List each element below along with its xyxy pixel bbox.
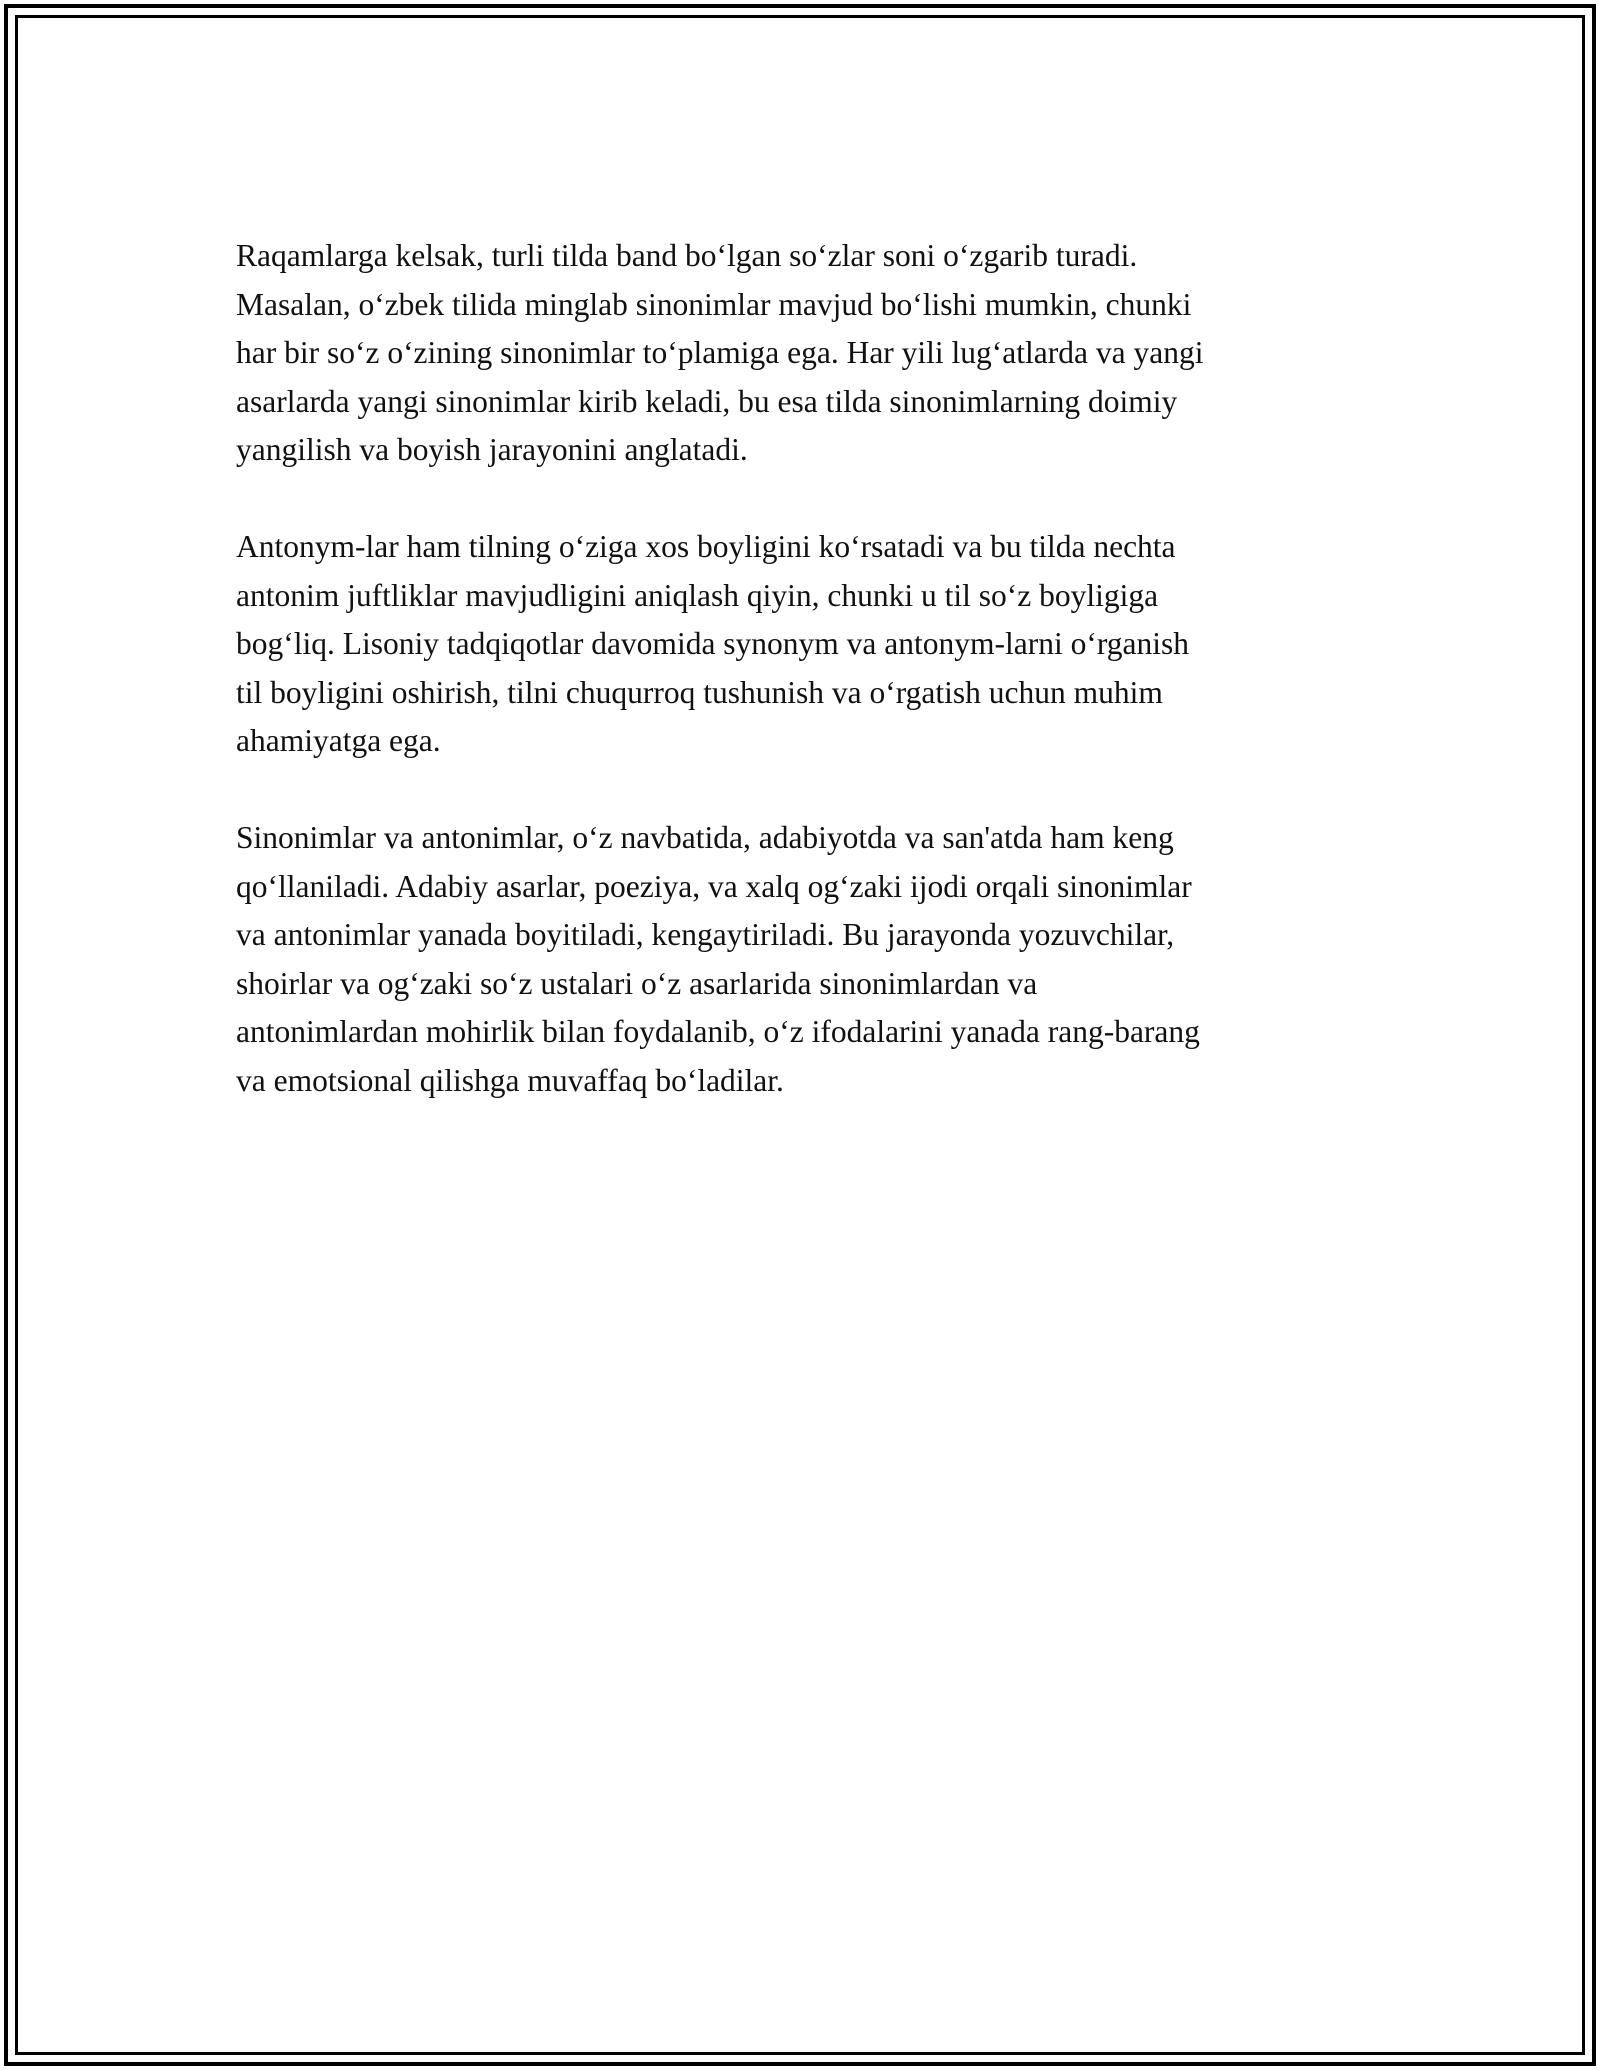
paragraph-3	[236, 814, 1376, 1105]
text-line: antonimlardan mohirlik bilan foydalanib, oʻz ifodalarini yanada rang-barang	[236, 1014, 1200, 1049]
text-line: qoʻllaniladi. Adabiy asarlar, poeziya, va xalq ogʻzaki ijodi orqali sinonimlar	[236, 868, 1192, 904]
text-line: asarlarda yangi sinonimlar kirib keladi, bu esa tilda sinonimlarning doimiy	[236, 383, 1178, 419]
text-line: antonim juftliklar mavjudligini aniqlash qiyin, chunki u til soʻz boyligiga	[236, 577, 1159, 613]
text-line: ahamiyatga ega.	[236, 723, 441, 758]
text-line: til boyligini oshirish, tilni chuqurroq tushunish va oʻrgatish uchun muhim	[236, 674, 1163, 710]
text-line: har bir soʻz oʻzining sinonimlar toʻplamiga ega. Har yili lugʻatlarda va yangi	[236, 335, 1204, 370]
paragraph-1	[236, 232, 1376, 475]
text-line: Sinonimlar va antonimlar, oʻz navbatida, adabiyotda va san'atda ham keng	[236, 820, 1174, 855]
text-line: bogʻliq. Lisoniy tadqiqotlar davomida synonym va antonym-larni oʻrganish	[236, 626, 1190, 661]
paragraph-2	[236, 523, 1376, 766]
text-line: va antonimlar yanada boyitiladi, kengaytiriladi. Bu jarayonda yozuvchilar,	[236, 917, 1175, 952]
text-line: va emotsional qilishga muvaffaq boʻladilar.	[236, 1062, 784, 1098]
text-line: yangilish va boyish jarayonini anglatadi.	[236, 432, 748, 467]
text-line: Antonym-lar ham tilning oʻziga xos boyligini koʻrsatadi va bu tilda nechta	[236, 529, 1176, 564]
text-line: shoirlar va ogʻzaki soʻz ustalari oʻz asarlarida sinonimlardan va	[236, 965, 1038, 1001]
text-line: Masalan, oʻzbek tilida minglab sinonimlar mavjud boʻlishi mumkin, chunki	[236, 286, 1192, 322]
document-body	[236, 232, 1376, 1154]
text-line: Raqamlarga kelsak, turli tilda band boʻlgan soʻzlar soni oʻzgarib turadi.	[236, 238, 1138, 273]
